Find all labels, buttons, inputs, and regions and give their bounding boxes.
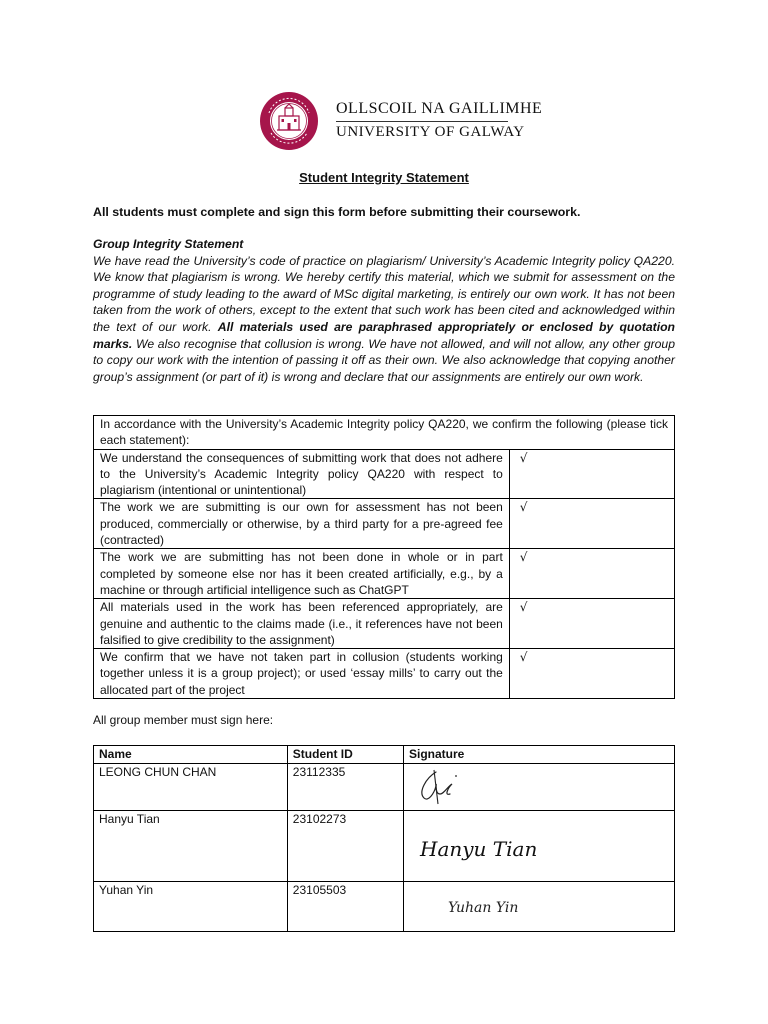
member-name: LEONG CHUN CHAN [94, 764, 288, 811]
table-row [94, 764, 675, 811]
statement-emphasis: All materials used are paraphrased appropriately or enclosed by quotation marks. [93, 319, 675, 351]
member-name: Yuhan Yin [94, 882, 288, 932]
statement-heading: Group Integrity Statement [93, 237, 244, 251]
statement-body-part1: We have read the University’s code of practice on plagiarism/ University’s Academic Integrity policy QA220. We know that plagiarism is wrong. We hereby certify this material, which we submit for assessment on the programme of study leading to the award of MSc digital marketing, is entirely our own work. It has not been taken from the work of others, except to the extent that such work has been cited and acknowledged within the text of our work. [93, 253, 675, 334]
member-signature[interactable] [404, 764, 675, 811]
checklist-item-text: The work we are submitting has not been done in whole or in part completed by someone else nor has it been created artificially, e.g., by a machine or through artificial intelligence such as ChatGPT [94, 549, 510, 599]
member-student-id: 23112335 [287, 764, 403, 811]
member-name: Hanyu Tian [94, 811, 288, 882]
signature-handwritten [404, 882, 674, 929]
checklist-row [94, 549, 675, 599]
checklist-tick[interactable]: √ [509, 449, 674, 499]
member-signature[interactable] [404, 811, 675, 882]
signature-text: Hanyu Tian [420, 837, 538, 861]
sign-instruction: All group member must sign here: [93, 713, 274, 727]
university-seal-logo [257, 91, 321, 151]
name-divider [336, 121, 508, 122]
statement-body-part2: We also recognise that collusion is wrong. We have not allowed, and will not allow, any other group to copy our work with the intention of passing it off as their own. We also acknowledge that copying another group’s assignment (or part of it) is wrong and declare that our assignments are entirely our own work. [93, 336, 675, 384]
signature-table [93, 745, 675, 932]
group-integrity-statement [93, 236, 675, 385]
signature-text: Yuhan Yin [448, 900, 519, 916]
checklist-tick[interactable]: √ [509, 499, 674, 549]
university-name-english: UNIVERSITY OF GALWAY [336, 124, 525, 140]
checklist-tick[interactable]: √ [509, 649, 674, 699]
header-student-id: Student ID [287, 746, 403, 764]
member-student-id: 23102273 [287, 811, 403, 882]
checklist-item-text: We confirm that we have not taken part in collusion (students working together unless it is a group project); or used ‘essay mills’ to carry out the allocated part of the project [94, 649, 510, 699]
checklist-item-text: We understand the consequences of submitting work that does not adhere to the University’s Academic Integrity policy QA220 with respect to plagiarism (intentional or unintentional) [94, 449, 510, 499]
university-name-block [336, 100, 543, 141]
document-instruction: All students must complete and sign this form before submitting their coursework. [93, 205, 581, 219]
university-name-irish: OLLSCOIL NA GAILLIMHE [336, 100, 543, 117]
checklist-row [94, 649, 675, 699]
table-row [94, 811, 675, 882]
checklist-item-text: All materials used in the work has been referenced appropriately, are genuine and authentic to the claims made (i.e., it references have not been falsified to give credibility to the assignment) [94, 599, 510, 649]
signature-handwritten [404, 811, 674, 879]
table-row [94, 882, 675, 932]
integrity-checklist [93, 415, 675, 699]
header-name: Name [94, 746, 288, 764]
signature-scribble [404, 764, 674, 808]
header-signature: Signature [404, 746, 675, 764]
checklist-intro: In accordance with the University’s Academic Integrity policy QA220, we confirm the following (please tick each statement): [94, 416, 675, 450]
document-title: Student Integrity Statement [299, 170, 469, 185]
member-student-id: 23105503 [287, 882, 403, 932]
checklist-row [94, 449, 675, 499]
checklist-item-text: The work we are submitting is our own for assessment has not been produced, commercially or otherwise, by a third party for a pre-agreed fee (contracted) [94, 499, 510, 549]
checklist-row [94, 599, 675, 649]
checklist-tick[interactable]: √ [509, 549, 674, 599]
checklist-tick[interactable]: √ [509, 599, 674, 649]
member-signature[interactable] [404, 882, 675, 932]
checklist-row [94, 499, 675, 549]
